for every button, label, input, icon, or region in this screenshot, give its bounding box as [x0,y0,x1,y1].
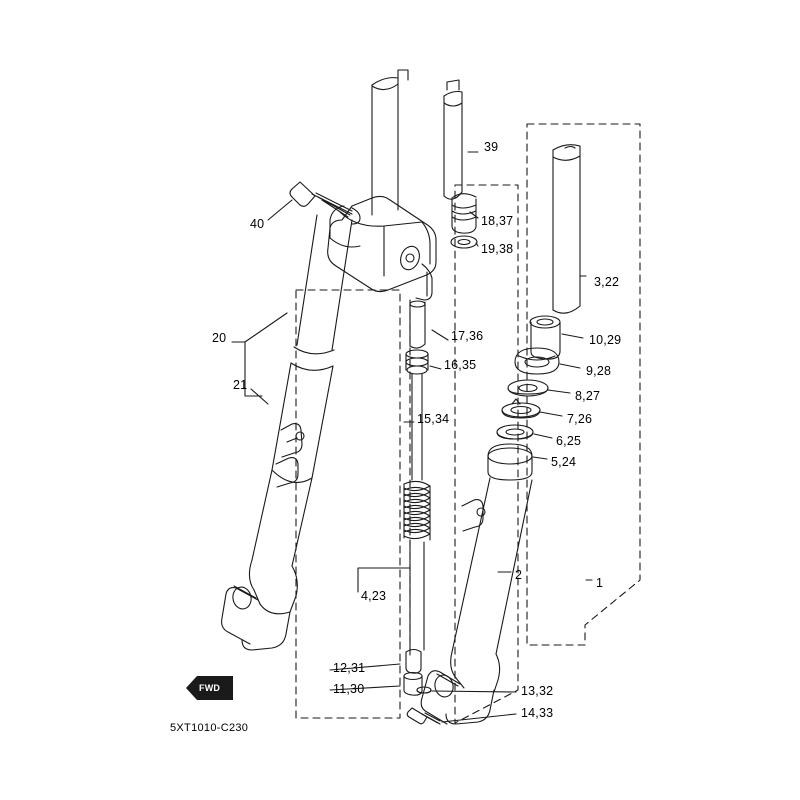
callout-20: 20 [212,331,227,345]
right-fork-slider-2 [421,444,532,724]
bushing-6-25 [497,425,533,439]
bolt-14-33 [407,708,440,724]
leader-6-25 [534,434,552,438]
callout-1: 1 [596,576,604,590]
callout-2: 2 [515,568,523,582]
callout-17-36: 17,36 [451,329,484,343]
pinch-bolt-40 [290,182,360,224]
callout-5-24: 5,24 [551,455,577,469]
callout-18-37: 18,37 [481,214,514,228]
callout-19-38: 19,38 [481,242,514,256]
damper-rod-15-34 [412,374,422,480]
dashed-group-1 [527,124,640,645]
washer-8-27 [508,380,548,396]
fork-spring-4-23 [404,481,430,650]
callout-8-27: 8,27 [575,389,601,403]
leader-8-27 [548,390,570,393]
callout-9-28: 9,28 [586,364,612,378]
callout-39: 39 [484,140,499,154]
callout-40: 40 [250,217,265,231]
leader-14-33 [442,714,516,722]
left-fork-inner-tube [372,70,408,215]
leader-7-26 [540,412,562,416]
oil-seal-9-28 [515,348,559,374]
fwd-label: FWD [199,683,221,693]
damper-rod-17-36 [410,301,425,348]
callout-4-23: 4,23 [361,589,387,603]
leader-16-35 [430,366,441,369]
callout-14-33: 14,33 [521,706,554,720]
callout-7-26: 7,26 [567,412,593,426]
callout-16-35: 16,35 [444,358,477,372]
callout-21: 21 [233,378,248,392]
callout-13-32: 13,32 [521,684,554,698]
callout-3-22: 3,22 [594,275,620,289]
leader-40-line [268,200,292,220]
callout-11-30: 11,30 [333,682,365,696]
leader-17-36 [432,330,448,340]
leader-9-28 [560,364,580,368]
washer-11-30 [404,673,422,696]
damper-tube-3-22 [553,145,580,314]
dashed-group-2 [455,185,518,723]
bushing-7-26 [502,399,540,418]
spring-seat-16-35 [406,350,428,374]
callout-15-34: 15,34 [417,412,450,426]
callout-6-25: 6,25 [556,434,582,448]
bolt-12-31 [406,650,421,674]
dashed-group-3 [296,290,400,718]
leader-5-24 [533,457,547,459]
callout-12-31: 12,31 [333,661,366,675]
steering-stem-39 [444,80,462,199]
leader-13-32 [432,691,516,692]
leader-18-37 [470,212,478,218]
callout-10-29: 10,29 [589,333,622,347]
leader-10-29 [562,334,583,338]
part-code-label: 5XT1010-C230 [170,722,249,734]
left-fork-outer-tube [222,215,352,650]
